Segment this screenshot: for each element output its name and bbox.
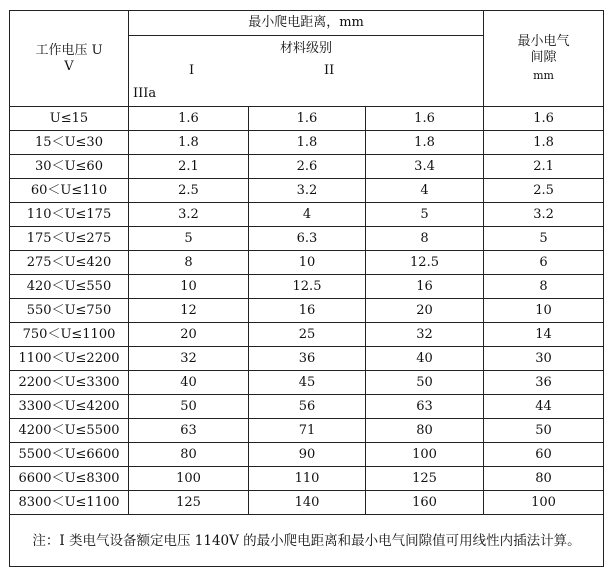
- creepage-group-ii-cell: 4: [249, 203, 366, 227]
- table-row: [10, 131, 604, 155]
- min-clearance-cell: 36: [484, 371, 604, 395]
- creepage-group-i-cell: 63: [129, 419, 249, 443]
- voltage-range-cell: 5500＜U≤6600: [10, 443, 129, 467]
- min-clearance-cell: 100: [484, 491, 604, 515]
- creepage-group-ii-cell: 2.6: [249, 155, 366, 179]
- creepage-group-iiia-cell: 125: [366, 467, 484, 491]
- creepage-group-iiia-cell: 160: [366, 491, 484, 515]
- table-row: [10, 443, 604, 467]
- creepage-group-i-cell: 100: [129, 467, 249, 491]
- creepage-group-iiia-cell: 100: [366, 443, 484, 467]
- header-min-clearance-unit: mm: [533, 68, 554, 82]
- header-material-group-cell: [129, 36, 484, 107]
- creepage-group-iiia-cell: 80: [366, 419, 484, 443]
- creepage-group-ii-cell: 25: [249, 323, 366, 347]
- creepage-group-i-cell: 40: [129, 371, 249, 395]
- voltage-range-cell: 2200＜U≤3300: [10, 371, 129, 395]
- min-clearance-cell: 60: [484, 443, 604, 467]
- creepage-group-ii-cell: 12.5: [249, 275, 366, 299]
- voltage-range-cell: 4200＜U≤5500: [10, 419, 129, 443]
- voltage-range-cell: 110＜U≤175: [10, 203, 129, 227]
- table-row: [10, 275, 604, 299]
- voltage-range-cell: 275＜U≤420: [10, 251, 129, 275]
- header-working-voltage: [10, 11, 129, 107]
- voltage-range-cell: 1100＜U≤2200: [10, 347, 129, 371]
- min-clearance-cell: 8: [484, 275, 604, 299]
- creepage-group-i-cell: 10: [129, 275, 249, 299]
- creepage-group-iiia-cell: 12.5: [366, 251, 484, 275]
- creepage-group-ii-cell: 1.8: [249, 131, 366, 155]
- min-clearance-cell: 2.1: [484, 155, 604, 179]
- creepage-group-iiia-cell: 1.6: [366, 107, 484, 131]
- voltage-range-cell: U≤15: [10, 107, 129, 131]
- creepage-group-ii-cell: 16: [249, 299, 366, 323]
- creepage-group-iiia-cell: 40: [366, 347, 484, 371]
- creepage-group-i-cell: 125: [129, 491, 249, 515]
- creepage-group-ii-cell: 6.3: [249, 227, 366, 251]
- min-clearance-cell: 10: [484, 299, 604, 323]
- header-min-clearance: [484, 11, 604, 107]
- creepage-group-ii-cell: 3.2: [249, 179, 366, 203]
- header-group-i: I: [189, 63, 195, 78]
- creepage-group-i-cell: 8: [129, 251, 249, 275]
- creepage-group-ii-cell: 71: [249, 419, 366, 443]
- creepage-group-iiia-cell: 1.8: [366, 131, 484, 155]
- min-clearance-cell: 1.8: [484, 131, 604, 155]
- creepage-group-i-cell: 5: [129, 227, 249, 251]
- min-clearance-cell: 3.2: [484, 203, 604, 227]
- min-clearance-cell: 80: [484, 467, 604, 491]
- header-group-iiia: IIIa: [133, 86, 157, 101]
- min-clearance-cell: 1.6: [484, 107, 604, 131]
- voltage-range-cell: 3300＜U≤4200: [10, 395, 129, 419]
- header-creepage-title: 最小爬电距离，mm: [129, 11, 484, 36]
- creepage-group-ii-cell: 90: [249, 443, 366, 467]
- creepage-group-i-cell: 2.1: [129, 155, 249, 179]
- creepage-group-i-cell: 1.6: [129, 107, 249, 131]
- header-min-clearance-line-1: 最小电气: [517, 33, 570, 49]
- creepage-group-iiia-cell: 50: [366, 371, 484, 395]
- creepage-group-i-cell: 2.5: [129, 179, 249, 203]
- voltage-range-cell: 15＜U≤30: [10, 131, 129, 155]
- creepage-group-i-cell: 1.8: [129, 131, 249, 155]
- table-note: 注：I 类电气设备额定电压 1140V 的最小爬电距离和最小电气间隙值可用线性内插法计算。: [10, 515, 604, 567]
- creepage-group-iiia-cell: 8: [366, 227, 484, 251]
- creepage-group-i-cell: 80: [129, 443, 249, 467]
- table-row: [10, 395, 604, 419]
- creepage-group-ii-cell: 140: [249, 491, 366, 515]
- creepage-group-iiia-cell: 3.4: [366, 155, 484, 179]
- voltage-range-cell: 60＜U≤110: [10, 179, 129, 203]
- creepage-group-iiia-cell: 4: [366, 179, 484, 203]
- table-row: [10, 179, 604, 203]
- table-row: [10, 371, 604, 395]
- min-clearance-cell: 5: [484, 227, 604, 251]
- min-clearance-cell: 6: [484, 251, 604, 275]
- table-row: [10, 251, 604, 275]
- table-row: [10, 467, 604, 491]
- creepage-clearance-table: [9, 10, 604, 567]
- voltage-range-cell: 750＜U≤1100: [10, 323, 129, 347]
- creepage-group-i-cell: 50: [129, 395, 249, 419]
- creepage-group-iiia-cell: 16: [366, 275, 484, 299]
- header-working-voltage-line-1: 工作电压 U: [35, 42, 103, 58]
- voltage-range-cell: 6600＜U≤8300: [10, 467, 129, 491]
- table-row: [10, 227, 604, 251]
- creepage-group-i-cell: 20: [129, 323, 249, 347]
- creepage-group-ii-cell: 1.6: [249, 107, 366, 131]
- creepage-group-iiia-cell: 5: [366, 203, 484, 227]
- min-clearance-cell: 2.5: [484, 179, 604, 203]
- creepage-group-i-cell: 12: [129, 299, 249, 323]
- table-row: [10, 203, 604, 227]
- table-row: [10, 299, 604, 323]
- min-clearance-cell: 14: [484, 323, 604, 347]
- creepage-group-iiia-cell: 32: [366, 323, 484, 347]
- header-working-voltage-line-2: V: [64, 58, 74, 74]
- min-clearance-cell: 44: [484, 395, 604, 419]
- table-row: [10, 347, 604, 371]
- creepage-group-ii-cell: 110: [249, 467, 366, 491]
- voltage-range-cell: 550＜U≤750: [10, 299, 129, 323]
- creepage-group-i-cell: 3.2: [129, 203, 249, 227]
- creepage-group-ii-cell: 56: [249, 395, 366, 419]
- table-row: [10, 323, 604, 347]
- table-row: [10, 491, 604, 515]
- table-row: [10, 419, 604, 443]
- creepage-group-iiia-cell: 20: [366, 299, 484, 323]
- creepage-group-ii-cell: 36: [249, 347, 366, 371]
- voltage-range-cell: 30＜U≤60: [10, 155, 129, 179]
- voltage-range-cell: 8300＜U≤1100: [10, 491, 129, 515]
- min-clearance-cell: 30: [484, 347, 604, 371]
- voltage-range-cell: 420＜U≤550: [10, 275, 129, 299]
- min-clearance-cell: 50: [484, 419, 604, 443]
- creepage-group-ii-cell: 10: [249, 251, 366, 275]
- header-min-clearance-line-2: 间隙: [530, 49, 557, 65]
- table-row: [10, 155, 604, 179]
- creepage-group-iiia-cell: 63: [366, 395, 484, 419]
- creepage-group-i-cell: 32: [129, 347, 249, 371]
- header-material-group: 材料级别: [280, 41, 333, 56]
- header-group-ii: II: [324, 63, 335, 78]
- creepage-group-ii-cell: 45: [249, 371, 366, 395]
- voltage-range-cell: 175＜U≤275: [10, 227, 129, 251]
- table-row: [10, 107, 604, 131]
